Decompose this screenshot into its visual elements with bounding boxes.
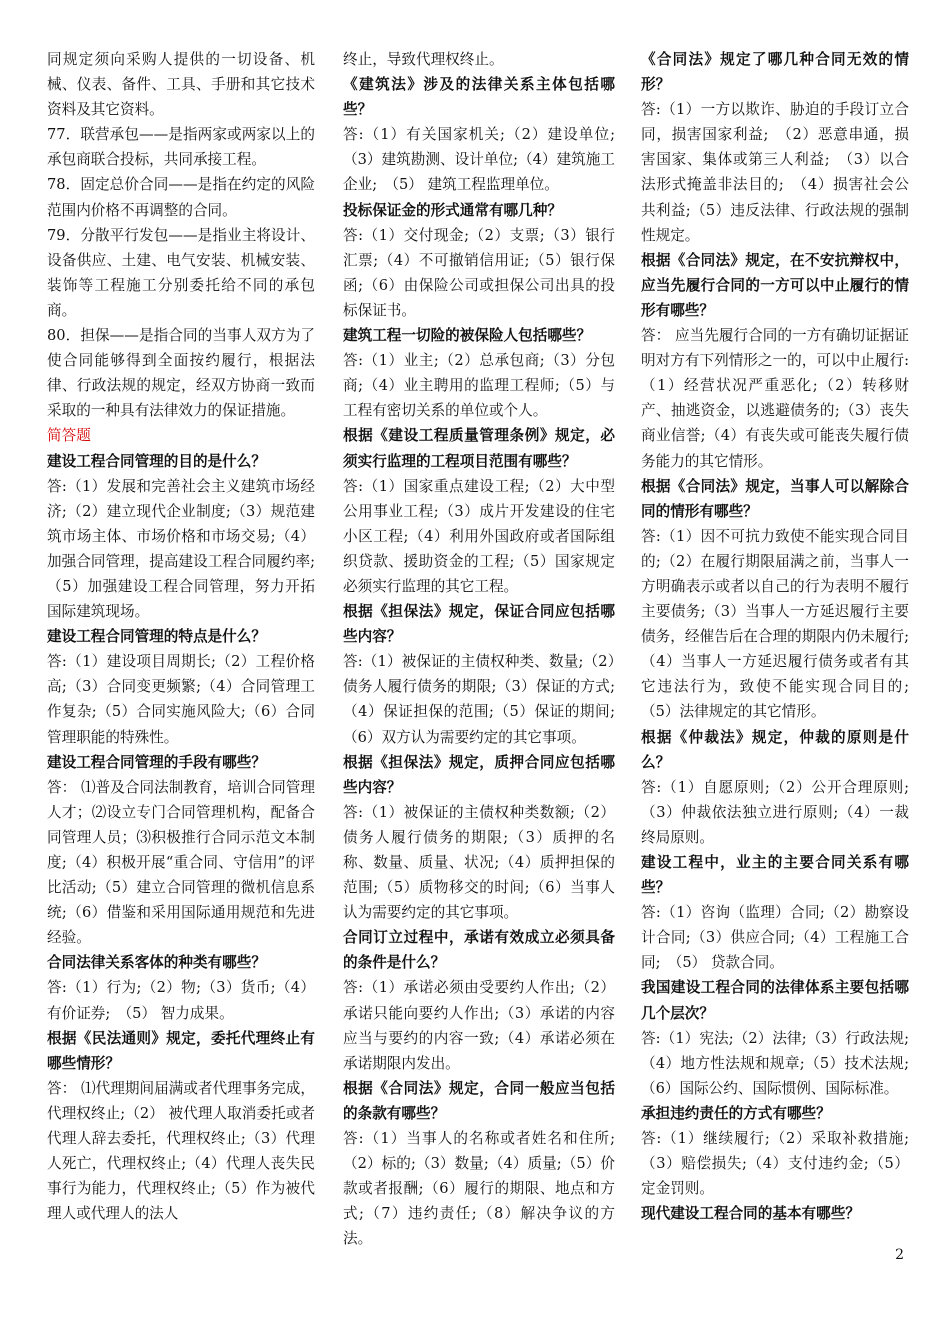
paragraph: 答:（1）有关国家机关;（2）建设单位;（3）建筑勘测、设计单位;（4）建筑施工企业; （5） 建筑工程监理单位。 — [343, 126, 615, 194]
question-heading: 根据《担保法》规定，质押合同应包括哪些内容？ — [343, 753, 615, 796]
question-heading: 建筑工程一切险的被保险人包括哪些？ — [343, 327, 592, 345]
question-heading: 合同法律关系客体的种类有哪些？ — [47, 954, 266, 972]
paragraph: 答:（1）一方以欺诈、胁迫的手段订立合同，损害国家利益; （2）恶意串通，损害国家、集体或第三人利益; （3）以合法形式掩盖非法目的; （4）损害社会公共利益;（5）违反法律、行政法规的强制性规定。 — [641, 101, 909, 244]
paragraph: 答:（1）国家重点建设工程;（2）大中型公用事业工程;（3）成片开发建设的住宅小区工程;（4）利用外国政府或者国际组织贷款、援助资金的工程;（5）国家规定必须实行监理的其它工程。 — [343, 477, 615, 595]
question-heading: 《建筑法》涉及的法律关系主体包括哪些？ — [343, 76, 615, 119]
paragraph: 80．担保——是指合同的当事人双方为了使合同能够得到全面按约履行，根据法律、行政法规的规定，经双方协商一致而采取的一种具有法律效力的保证措施。 — [47, 327, 315, 420]
paragraph: 答:（1）被保证的主债权种类数额;（2）债务人履行债务的期限;（3）质押的名称、数量、质量、状况;（4）质押担保的范围;（5）质物移交的时间;（6）当事人认为需要约定的其它事项。 — [343, 803, 615, 922]
paragraph: 答:（1）咨询（监理）合同;（2）勘察设计合同;（3）供应合同;（4）工程施工合同; （5） 贷款合同。 — [641, 904, 909, 972]
question-heading: 根据《合同法》规定，在不安抗辩权中，应当先履行合同的一方可以中止履行的情形有哪些？ — [641, 251, 909, 319]
text-column-middle — [343, 47, 615, 1252]
question-heading: 投标保证金的形式通常有哪几种？ — [343, 201, 562, 219]
text-column-left — [47, 47, 315, 1226]
question-heading: 《合同法》规定了哪几种合同无效的情形？ — [641, 51, 909, 94]
question-heading: 建设工程合同管理的目的是什么？ — [47, 452, 266, 470]
paragraph: 77．联营承包——是指两家或两家以上的承包商联合投标，共同承接工程。 — [47, 126, 315, 169]
paragraph: 答:（1）继续履行;（2）采取补救措施;（3）赔偿损失;（4）支付违约金;（5）定金罚则。 — [641, 1130, 909, 1198]
paragraph: 答:（1）宪法;（2）法律;（3）行政法规;（4）地方性法规和规章;（5）技术法规;（6）国际公约、国际惯例、国际标准。 — [641, 1029, 909, 1097]
paragraph: 答:（1）承诺必须由受要约人作出;（2）承诺只能向要约人作出;（3）承诺的内容应当与要约的内容一致;（4）承诺必须在承诺期限内发出。 — [343, 979, 615, 1072]
paragraph: 答:（1）业主;（2）总承包商;（3）分包商;（4）业主聘用的监理工程师;（5）与工程有密切关系的单位或个人。 — [343, 352, 615, 420]
paragraph: 答： 应当先履行合同的一方有确切证据证明对方有下列情形之一的，可以中止履行:（1）经营状况严重恶化;（2）转移财产、抽逃资金，以逃避债务的;（3）丧失商业信誉;（4）有丧失或可能丧失履行债务能力的其它情形。 — [641, 327, 909, 470]
paragraph: 答:（1）自愿原则;（2）公开合理原则;（3）仲裁依法独立进行原则;（4）一裁终局原则。 — [641, 778, 909, 846]
paragraph: 78．固定总价合同——是指在约定的风险范围内价格不再调整的合同。 — [47, 176, 315, 219]
question-heading: 合同订立过程中，承诺有效成立必须具备的条件是什么？ — [343, 929, 615, 972]
paragraph: 答:（1）当事人的名称或者姓名和住所;（2）标的;（3）数量;（4）质量;（5）价款或者报酬;（6）履行的期限、地点和方式;（7）违约责任;（8）解决争议的方法。 — [343, 1130, 615, 1248]
paragraph: 终止，导致代理权终止。 — [343, 51, 504, 68]
paragraph: 答:（1）因不可抗力致使不能实现合同目的;（2）在履行期限届满之前，当事人一方明确表示或者以自己的行为表明不履行主要债务;（3）当事人一方延迟履行主要债务，经催告后在合理的期限内仍未履行;（4）当事人一方延迟履行债务或者有其它违法行为，致使不能实现合同目的;（5）法律规定的其它情形。 — [641, 527, 909, 721]
paragraph: 答： ⑴普及合同法制教育，培训合同管理人才；⑵设立专门合同管理机构，配备合同管理人员；⑶积极推行合同示范文本制度;（4）积极开展“重合同、守信用”的评比活动;（5）建立合同管理的微机信息系统;（6）借鉴和采用国际通用规范和先进经验。 — [47, 778, 315, 947]
question-heading: 建设工程合同管理的特点是什么？ — [47, 628, 266, 646]
paragraph: 答:（1）发展和完善社会主义建筑市场经济;（2）建立现代企业制度;（3）规范建筑市场主体、市场价格和市场交易;（4）加强合同管理，提高建设工程合同履约率;（5）加强建设工程合同管理，努力开拓国际建筑现场。 — [47, 477, 315, 621]
paragraph: 答： ⑴代理期间届满或者代理事务完成，代理权终止;（2） 被代理人取消委托或者代理人辞去委托，代理权终止;（3）代理人死亡，代理权终止;（4）代理人丧失民事行为能力，代理权终止;（5）作为被代理人或代理人的法人 — [47, 1079, 315, 1223]
paragraph: 答:（1）建设项目周期长;（2）工程价格高;（3）合同变更频繁;（4）合同管理工作复杂;（5）合同实施风险大;（6）合同管理职能的特殊性。 — [47, 653, 315, 746]
question-heading: 根据《民法通则》规定，委托代理终止有哪些情形？ — [47, 1029, 315, 1072]
paragraph: 同规定须向采购人提供的一切设备、机械、仪表、备件、工具、手册和其它技术资料及其它资料。 — [47, 51, 315, 119]
question-heading: 现代建设工程合同的基本有哪些？ — [641, 1205, 860, 1223]
section-heading: 简答题 — [47, 427, 91, 445]
question-heading: 根据《合同法》规定，当事人可以解除合同的情形有哪些？ — [641, 477, 909, 520]
text-column-right — [641, 47, 909, 1226]
question-heading: 根据《建设工程质量管理条例》规定，必须实行监理的工程项目范围有哪些？ — [343, 427, 615, 470]
page-number: 2 — [895, 1247, 904, 1263]
question-heading: 根据《合同法》规定，合同一般应当包括的条款有哪些？ — [343, 1079, 615, 1122]
question-heading: 建设工程中，业主的主要合同关系有哪些？ — [641, 854, 909, 897]
question-heading: 根据《仲裁法》规定，仲裁的原则是什么？ — [641, 728, 909, 771]
question-heading: 承担违约责任的方式有哪些？ — [641, 1104, 831, 1122]
paragraph: 答:（1）交付现金;（2）支票;（3）银行汇票;（4）不可撤销信用证;（5）银行保函;（6）由保险公司或担保公司出具的投标保证书。 — [343, 226, 615, 319]
question-heading: 建设工程合同管理的手段有哪些？ — [47, 753, 266, 771]
paragraph: 79．分散平行发包——是指业主将设计、设备供应、土建、电气安装、机械安装、装饰等工程施工分别委托给不同的承包商。 — [47, 226, 315, 319]
paragraph: 答:（1）被保证的主债权种类、数量;（2）债务人履行债务的期限;（3）保证的方式;（4）保证担保的范围;（5）保证的期间;（6）双方认为需要约定的其它事项。 — [343, 653, 615, 746]
question-heading: 根据《担保法》规定，保证合同应包括哪些内容？ — [343, 603, 615, 646]
question-heading: 我国建设工程合同的法律体系主要包括哪几个层次？ — [641, 979, 909, 1022]
paragraph: 答:（1）行为;（2）物;（3）货币;（4）有价证券; （5） 智力成果。 — [47, 979, 315, 1022]
